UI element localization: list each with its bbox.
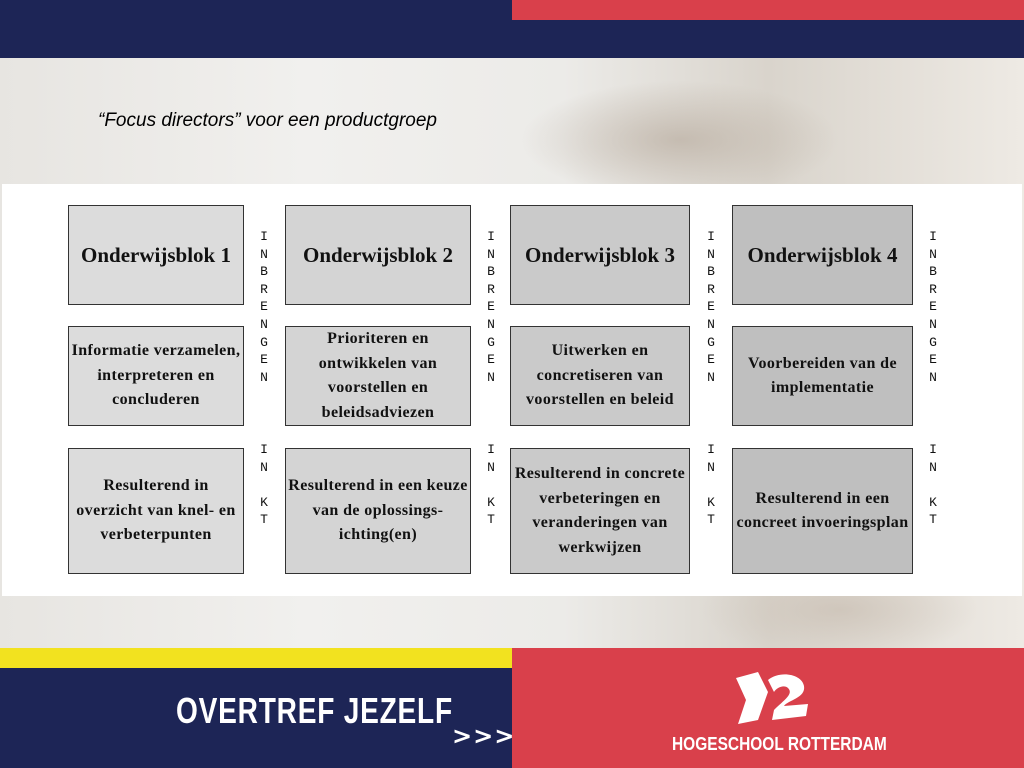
vertical-label-inkt: I N K T: [929, 442, 937, 528]
hogeschool-logo-icon: [728, 670, 812, 726]
vertical-label-inbrengen: I N B R E N G E N: [929, 229, 937, 385]
block-3-header: Onderwijsblok 3: [510, 205, 690, 305]
vertical-label-inbrengen: I N B R E N G E N: [487, 229, 495, 385]
vertical-label-inkt: I N K T: [707, 442, 715, 528]
block-1-activity: Informatie verzamelen, interpreteren en concluderen: [68, 326, 244, 426]
footer-band-yellow: [0, 648, 512, 668]
footer-arrows: >>>: [452, 722, 516, 750]
vertical-label-inbrengen: I N B R E N G E N: [260, 229, 268, 385]
vertical-label-inkt: I N K T: [487, 442, 495, 528]
background-photo-detail: [520, 80, 840, 200]
vertical-label-inbrengen: I N B R E N G E N: [707, 229, 715, 385]
block-4-header: Onderwijsblok 4: [732, 205, 913, 305]
footer-slogan: OVERTREF JEZELF: [176, 690, 453, 731]
block-4-result: Resulterend in een concreet invoeringsplan: [732, 448, 913, 574]
block-2-header: Onderwijsblok 2: [285, 205, 471, 305]
slide-title: “Focus directors” voor een productgroep: [98, 110, 437, 131]
block-3-result: Resulterend in concrete verbeteringen en veranderingen van werkwijzen: [510, 448, 690, 574]
diagram-panel: [2, 184, 1022, 596]
header-band-red: [512, 0, 1024, 20]
block-1-result: Resulterend in overzicht van knel- en verbeterpunten: [68, 448, 244, 574]
block-2-result: Resulterend in een keuze van de oplossings-ichting(en): [285, 448, 471, 574]
block-3-activity: Uitwerken en concretiseren van voorstellen en beleid: [510, 326, 690, 426]
block-1-header: Onderwijsblok 1: [68, 205, 244, 305]
school-name: HOGESCHOOL ROTTERDAM: [672, 734, 887, 754]
vertical-label-inkt: I N K T: [260, 442, 268, 528]
block-2-activity: Prioriteren en ontwikkelen van voorstellen en beleidsadviezen: [285, 326, 471, 426]
block-4-activity: Voorbereiden van de implementatie: [732, 326, 913, 426]
